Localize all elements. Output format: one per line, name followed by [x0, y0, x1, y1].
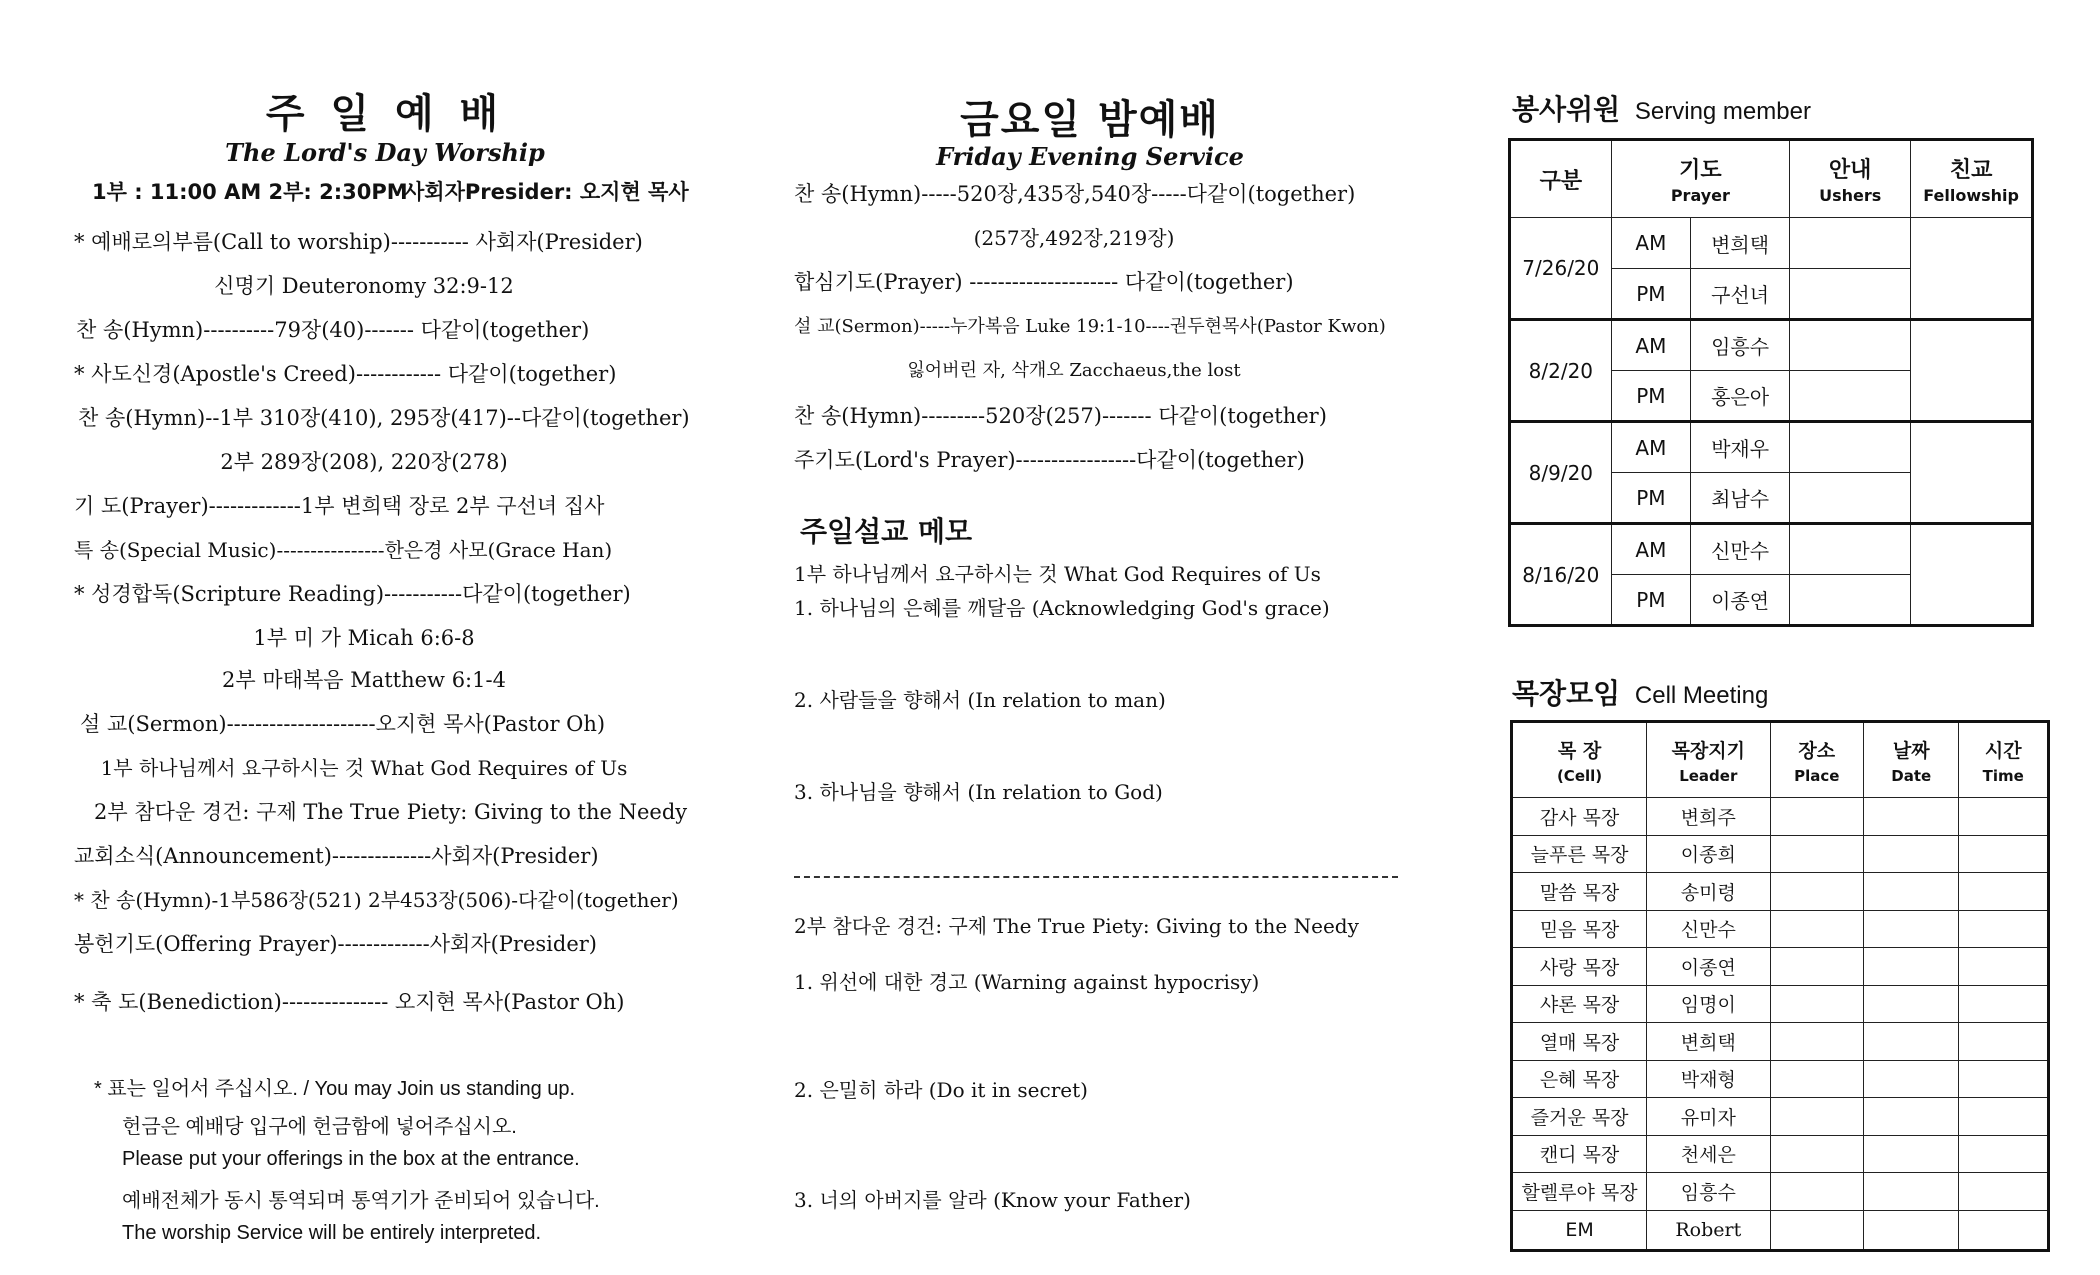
cell-name: 늘푸른 목장: [1512, 835, 1647, 873]
friday-item: 잃어버린 자, 삭개오 Zacchaeus,the lost: [907, 360, 1241, 381]
cell-time: [1959, 910, 2049, 948]
cell-date: [1864, 798, 1959, 836]
serving-ushers-cell: [1790, 422, 1911, 473]
serving-am-label: AM: [1611, 218, 1690, 269]
cell-place: [1770, 1098, 1864, 1136]
cell-name: 말씀 목장: [1512, 873, 1647, 911]
cell-time: [1959, 985, 2049, 1023]
cell-time: [1959, 1210, 2049, 1250]
cell-leader: 변희주: [1647, 798, 1770, 836]
serving-title: [1512, 88, 1811, 128]
cell-date: [1864, 1023, 1959, 1061]
standing-note: * 표는 일어서 주십시오. / You may Join us standing up.: [94, 1078, 576, 1100]
serving-pm-label: PM: [1611, 575, 1690, 626]
cell-name: 믿음 목장: [1512, 910, 1647, 948]
cell-header-place: [1770, 722, 1864, 798]
memo-line: 2. 사람들을 향해서 (In relation to man): [794, 688, 1166, 712]
friday-title-ko: 금요일 밤예배: [960, 97, 1220, 143]
place-header-ko: 장소: [1798, 739, 1836, 762]
serving-ushers-cell: [1790, 320, 1911, 371]
serving-ushers-cell: [1790, 575, 1911, 626]
cell-name: 할렐루야 목장: [1512, 1173, 1647, 1211]
table-row: [1512, 1060, 2049, 1098]
sunday-title-en: The Lord's Day Worship: [225, 138, 545, 167]
cell-leader: 변희택: [1647, 1023, 1770, 1061]
cell-date: [1864, 1098, 1959, 1136]
cell-name: EM: [1512, 1210, 1647, 1250]
cell-time: [1959, 1023, 2049, 1061]
fellowship-header-ko: 친교: [1949, 158, 1993, 183]
cell-date: [1864, 1173, 1959, 1211]
friday-item: 찬 송(Hymn)-----520장,435장,540장-----다같이(together): [794, 182, 1356, 206]
serving-ushers-cell: [1790, 218, 1911, 269]
cell-header-date: [1864, 722, 1959, 798]
table-row: [1510, 524, 2033, 575]
order-item: * 사도신경(Apostle's Creed)------------ 다같이(together): [74, 362, 617, 386]
order-item: 2부 참다운 경건: 구제 The True Piety: Giving to the Needy: [94, 800, 688, 824]
serving-am-name: 박재우: [1691, 422, 1790, 473]
order-item: 교회소식(Announcement)--------------사회자(Presider): [74, 844, 599, 868]
serving-header-row: [1510, 140, 2033, 218]
ushers-header-en: Ushers: [1819, 186, 1882, 205]
memo-divider: [794, 876, 1398, 878]
friday-item: 주기도(Lord's Prayer)-----------------다같이(together): [794, 448, 1305, 472]
cell-date: [1864, 1135, 1959, 1173]
friday-item: 찬 송(Hymn)---------520장(257)------- 다같이(together): [794, 404, 1327, 428]
cell-name: 사랑 목장: [1512, 948, 1647, 986]
memo-title: 주일설교 메모: [800, 515, 973, 548]
cell-place: [1770, 1173, 1864, 1211]
cell-date: [1864, 1060, 1959, 1098]
cell-place: [1770, 835, 1864, 873]
cell-place: [1770, 985, 1864, 1023]
serving-fellowship-cell: [1911, 320, 2033, 422]
cell-place: [1770, 1060, 1864, 1098]
order-item: 2부 마태복음 Matthew 6:1-4: [222, 668, 506, 692]
cell-leader: 이종희: [1647, 835, 1770, 873]
interpretation-note-en: The worship Service will be entirely interpreted.: [122, 1222, 542, 1244]
table-row: [1510, 320, 2033, 371]
cell-time: [1959, 1098, 2049, 1136]
cell-name: 열매 목장: [1512, 1023, 1647, 1061]
cell-time: [1959, 1173, 2049, 1211]
table-row: [1510, 218, 2033, 269]
table-row: [1512, 798, 2049, 836]
table-row: [1512, 985, 2049, 1023]
serving-title-en: Serving member: [1634, 98, 1811, 125]
serving-header-gubun: 구분: [1510, 140, 1612, 218]
friday-item: 설 교(Sermon)-----누가복음 Luke 19:1-10----권두현목사(Pastor Kwon): [794, 316, 1386, 337]
cell-header-ko: 목 장: [1557, 739, 1602, 762]
table-row: [1512, 1173, 2049, 1211]
serving-fellowship-cell: [1911, 218, 2033, 320]
cell-date: [1864, 835, 1959, 873]
cell-name: 캔디 목장: [1512, 1135, 1647, 1173]
serving-am-name: 변희택: [1691, 218, 1790, 269]
prayer-header-en: Prayer: [1670, 186, 1730, 205]
table-row: [1512, 873, 2049, 911]
cell-time: [1959, 798, 2049, 836]
cell-name: 샤론 목장: [1512, 985, 1647, 1023]
order-item: 1부 하나님께서 요구하시는 것 What God Requires of Us: [100, 756, 628, 780]
table-row: [1512, 948, 2049, 986]
time-header-en: Time: [1982, 766, 2024, 785]
serving-date: 8/2/20: [1510, 320, 1612, 422]
cell-time: [1959, 835, 2049, 873]
cell-header-time: [1959, 722, 2049, 798]
friday-item: (257장,492장,219장): [973, 226, 1175, 250]
sunday-service-times: 1부 : 11:00 AM 2부: 2:30PM: [92, 180, 408, 204]
cell-time: [1959, 1060, 2049, 1098]
order-item: 신명기 Deuteronomy 32:9-12: [214, 274, 514, 298]
sunday-presider: 사회자Presider: 오지현 목사: [404, 180, 689, 204]
memo-line: 1. 위선에 대한 경고 (Warning against hypocrisy): [794, 970, 1260, 994]
serving-am-label: AM: [1611, 524, 1690, 575]
serving-header-fellowship: [1911, 140, 2033, 218]
cell-place: [1770, 1023, 1864, 1061]
cell-title-ko: 목장모임: [1512, 677, 1621, 710]
cell-leader: 이종연: [1647, 948, 1770, 986]
serving-date: 8/9/20: [1510, 422, 1612, 524]
cell-place: [1770, 1135, 1864, 1173]
memo-line: 3. 너의 아버지를 알라 (Know your Father): [794, 1188, 1191, 1212]
order-item: 특 송(Special Music)----------------한은경 사모(Grace Han): [74, 538, 613, 562]
cell-date: [1864, 948, 1959, 986]
serving-fellowship-cell: [1911, 524, 2033, 626]
cell-leader: 임흥수: [1647, 1173, 1770, 1211]
cell-name: 은혜 목장: [1512, 1060, 1647, 1098]
cell-place: [1770, 948, 1864, 986]
serving-title-ko: 봉사위원: [1512, 93, 1621, 126]
date-header-en: Date: [1891, 766, 1932, 785]
cell-time: [1959, 1135, 2049, 1173]
cell-name: 즐거운 목장: [1512, 1098, 1647, 1136]
ushers-header-ko: 안내: [1828, 158, 1872, 183]
prayer-header-ko: 기도: [1679, 158, 1722, 183]
table-row: [1512, 835, 2049, 873]
serving-date: 8/16/20: [1510, 524, 1612, 626]
serving-am-label: AM: [1611, 320, 1690, 371]
serving-ushers-cell: [1790, 269, 1911, 320]
table-row: [1512, 1210, 2049, 1250]
cell-time: [1959, 873, 2049, 911]
serving-pm-name: 구선녀: [1691, 269, 1790, 320]
cell-date: [1864, 985, 1959, 1023]
fellowship-header-en: Fellowship: [1923, 186, 2019, 205]
serving-ushers-cell: [1790, 473, 1911, 524]
cell-place: [1770, 1210, 1864, 1250]
leader-header-ko: 목장지기: [1671, 739, 1745, 762]
serving-pm-label: PM: [1611, 473, 1690, 524]
serving-header-prayer: [1611, 140, 1789, 218]
serving-pm-name: 최남수: [1691, 473, 1790, 524]
serving-table: [1508, 138, 2034, 627]
table-row: [1512, 1023, 2049, 1061]
serving-am-name: 임흥수: [1691, 320, 1790, 371]
memo-line: 2부 참다운 경건: 구제 The True Piety: Giving to the Needy: [794, 914, 1359, 938]
order-item: 설 교(Sermon)---------------------오지현 목사(Pastor Oh): [80, 712, 606, 736]
order-item: 2부 289장(208), 220장(278): [220, 450, 508, 474]
order-item: 기 도(Prayer)-------------1부 변희택 장로 2부 구선녀 집사: [74, 494, 605, 518]
cell-leader: 송미령: [1647, 873, 1770, 911]
order-item: 찬 송(Hymn)--1부 310장(410), 295장(417)--다같이(together): [78, 406, 690, 430]
table-row: [1512, 910, 2049, 948]
order-item: * 축 도(Benediction)--------------- 오지현 목사(Pastor Oh): [74, 990, 625, 1014]
cell-header-cell: [1512, 722, 1647, 798]
cell-header-leader: [1647, 722, 1770, 798]
cell-leader: 유미자: [1647, 1098, 1770, 1136]
friday-title-en: Friday Evening Service: [936, 142, 1244, 171]
cell-title: [1512, 672, 1768, 712]
cell-leader: 임명이: [1647, 985, 1770, 1023]
interpretation-note-ko: 예배전체가 동시 통역되며 통역기가 준비되어 있습니다.: [122, 1190, 600, 1212]
memo-line: 3. 하나님을 향해서 (In relation to God): [794, 780, 1163, 804]
cell-leader: 천세은: [1647, 1135, 1770, 1173]
table-row: [1510, 422, 2033, 473]
serving-ushers-cell: [1790, 371, 1911, 422]
serving-pm-name: 홍은아: [1691, 371, 1790, 422]
serving-ushers-cell: [1790, 524, 1911, 575]
sunday-title-ko: 주 일 예 배: [265, 91, 505, 137]
serving-pm-label: PM: [1611, 371, 1690, 422]
memo-line: 2. 은밀히 하라 (Do it in secret): [794, 1078, 1088, 1102]
cell-place: [1770, 798, 1864, 836]
serving-date: 7/26/20: [1510, 218, 1612, 320]
offering-note-en: Please put your offerings in the box at the entrance.: [122, 1148, 580, 1170]
serving-am-label: AM: [1611, 422, 1690, 473]
cell-title-en: Cell Meeting: [1634, 682, 1769, 709]
order-item: 1부 미 가 Micah 6:6-8: [253, 626, 475, 650]
offering-note-ko: 헌금은 예배당 입구에 헌금함에 넣어주십시오.: [122, 1116, 517, 1138]
cell-place: [1770, 910, 1864, 948]
cell-date: [1864, 873, 1959, 911]
cell-header-en: (Cell): [1556, 766, 1603, 785]
table-row: [1512, 1135, 2049, 1173]
order-item: * 성경합독(Scripture Reading)-----------다같이(together): [74, 582, 631, 606]
table-row: [1512, 1098, 2049, 1136]
time-header-ko: 시간: [1984, 739, 2022, 762]
cell-header-row: [1512, 722, 2049, 798]
place-header-en: Place: [1794, 766, 1840, 785]
cell-place: [1770, 873, 1864, 911]
cell-date: [1864, 910, 1959, 948]
cell-time: [1959, 948, 2049, 986]
cell-leader: Robert: [1647, 1210, 1770, 1250]
cell-leader: 박재형: [1647, 1060, 1770, 1098]
serving-header-ushers: [1790, 140, 1911, 218]
order-item: 봉헌기도(Offering Prayer)-------------사회자(Presider): [74, 932, 597, 956]
order-item: * 예배로의부름(Call to worship)----------- 사회자(Presider): [74, 230, 643, 254]
friday-item: 합심기도(Prayer) --------------------- 다같이(together): [794, 270, 1294, 294]
date-header-ko: 날짜: [1892, 739, 1930, 762]
memo-line: 1부 하나님께서 요구하시는 것 What God Requires of Us: [794, 562, 1321, 586]
cell-meeting-table: [1510, 720, 2050, 1252]
serving-pm-label: PM: [1611, 269, 1690, 320]
serving-pm-name: 이종연: [1691, 575, 1790, 626]
serving-am-name: 신만수: [1691, 524, 1790, 575]
order-item: 찬 송(Hymn)----------79장(40)------- 다같이(together): [76, 318, 590, 342]
cell-name: 감사 목장: [1512, 798, 1647, 836]
cell-leader: 신만수: [1647, 910, 1770, 948]
cell-date: [1864, 1210, 1959, 1250]
serving-fellowship-cell: [1911, 422, 2033, 524]
order-item: * 찬 송(Hymn)-1부586장(521) 2부453장(506)-다같이(together): [74, 888, 679, 912]
memo-line: 1. 하나님의 은혜를 깨달음 (Acknowledging God's grace): [794, 596, 1330, 620]
leader-header-en: Leader: [1679, 766, 1738, 785]
